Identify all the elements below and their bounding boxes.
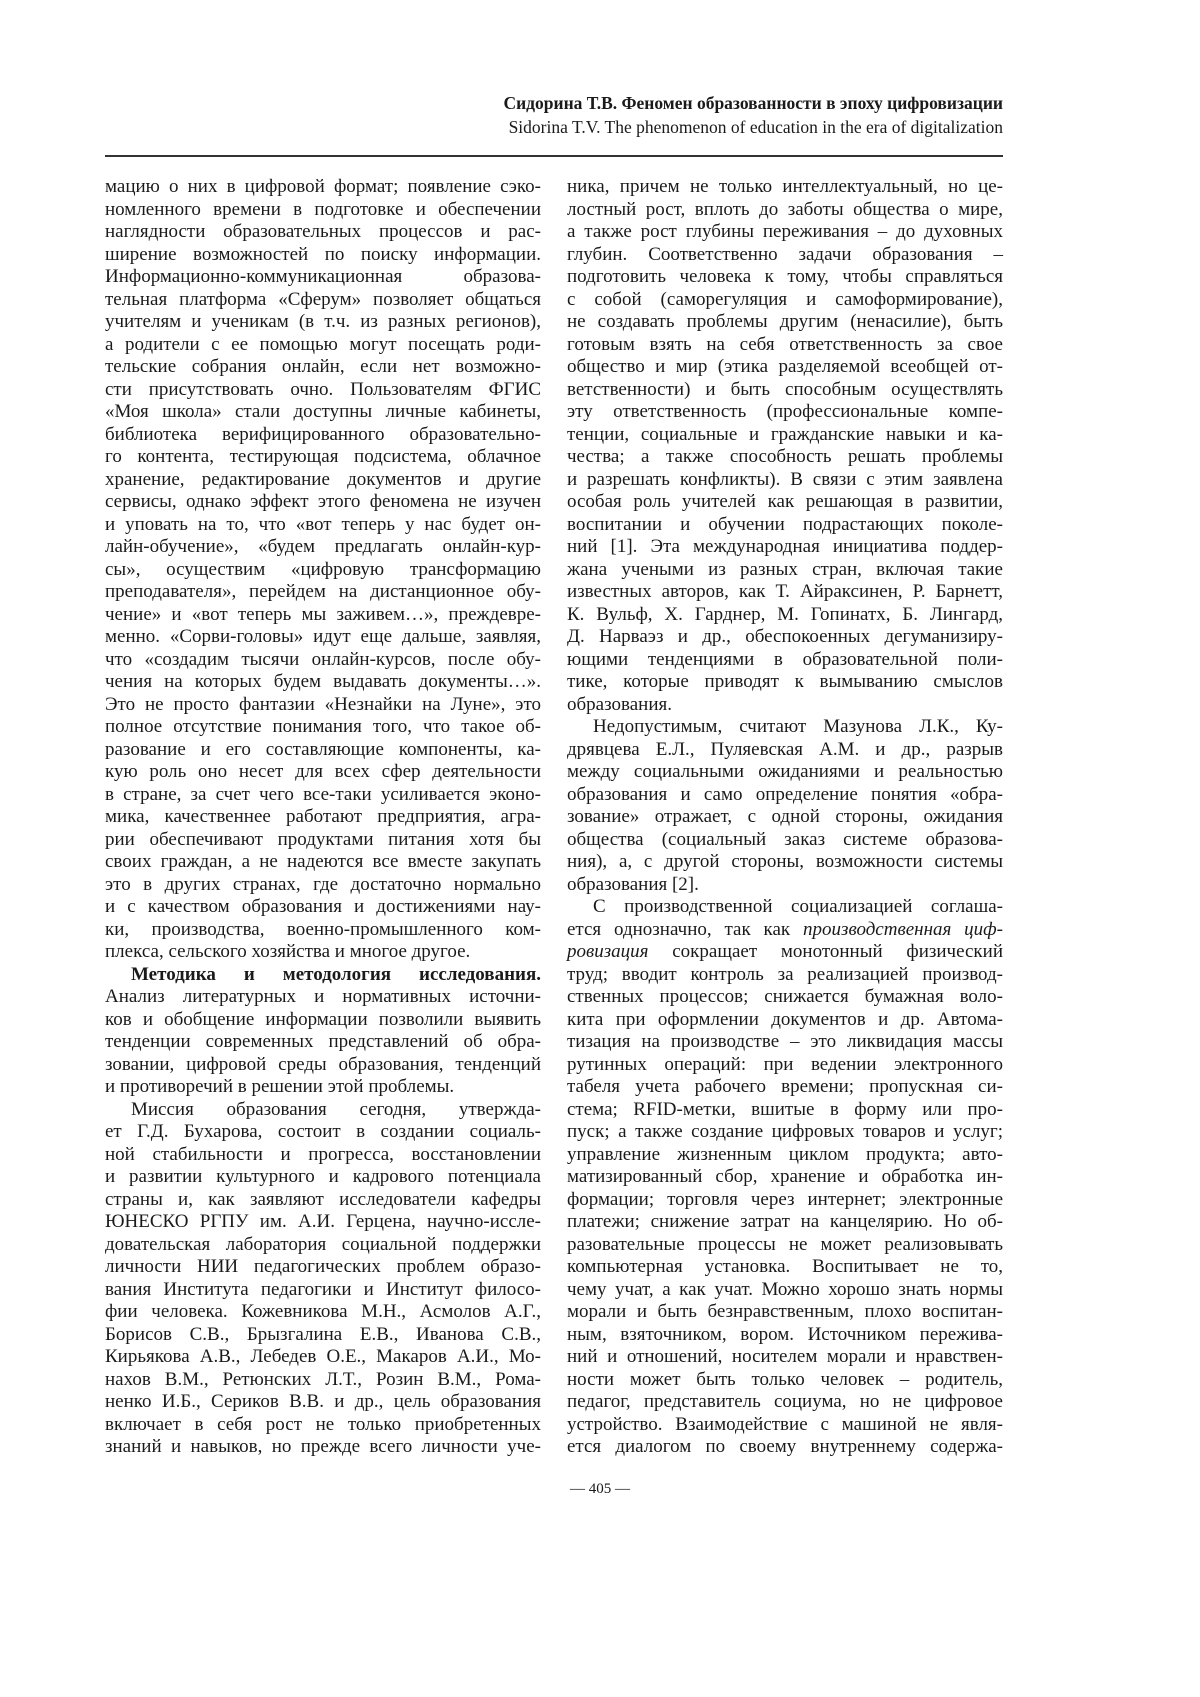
- paragraph: [567, 716, 1003, 896]
- text-segment: ется однозначно, так как: [567, 919, 803, 940]
- text-line: устройство. Взаимодействие с машиной не явля-: [567, 1414, 1003, 1437]
- italic-term: производственная циф-: [803, 919, 1003, 940]
- text-line: ненко И.Б., Сериков В.В. и др., цель образования: [105, 1391, 541, 1414]
- paragraph: [105, 1099, 541, 1459]
- text-line: ширение возможностей по поиску информации.: [105, 244, 541, 267]
- text-line: номленного времени в подготовке и обеспечении: [105, 199, 541, 222]
- text-line: ности может быть только человек – родитель,: [567, 1369, 1003, 1392]
- text-line: эту ответственность (профессиональные компе-: [567, 401, 1003, 424]
- text-line: полное отсутствие понимания того, что такое об-: [105, 716, 541, 739]
- text-line: мацию о них в цифровой формат; появление сэко-: [105, 176, 541, 199]
- text-line: ной стабильности и прогресса, восстановлении: [105, 1144, 541, 1167]
- text-line: и с качеством образования и достижениями нау-: [105, 896, 541, 919]
- text-line: морали и быть безнравственным, плохо воспитан-: [567, 1301, 1003, 1324]
- text-line: хранение, редактирование документов и другие: [105, 469, 541, 492]
- text-line: платежи; снижение затрат на канцелярию. Но об-: [567, 1211, 1003, 1234]
- text-line: чение» и «вот теперь мы заживем…», преждевре-: [105, 604, 541, 627]
- paragraph: [567, 176, 1003, 716]
- paragraph: [567, 896, 1003, 1459]
- text-line: ки, производства, военно-промышленного ком-: [105, 919, 541, 942]
- text-line: го контента, тестирующая подсистема, облачное: [105, 446, 541, 469]
- text-line: своих граждан, а не надеются все вместе закупать: [105, 851, 541, 874]
- text-line: а также рост глубины переживания – до духовных: [567, 221, 1003, 244]
- text-line: сервисы, однако эффект этого феномена не изучен: [105, 491, 541, 514]
- page-number: — 405 —: [0, 1481, 1200, 1498]
- text-line: и противоречий в решении этой проблемы.: [105, 1076, 541, 1099]
- text-line: педагог, представитель социума, но не цифровое: [567, 1391, 1003, 1414]
- text-line: с собой (саморегуляция и самоформирование),: [567, 289, 1003, 312]
- text-line: ний и отношений, носителем морали и нравствен-: [567, 1346, 1003, 1369]
- text-line: Борисов С.В., Брызгалина Е.В., Иванова С.В.,: [105, 1324, 541, 1347]
- text-line: нахов В.М., Ретюнских Л.Т., Розин В.М., Рома-: [105, 1369, 541, 1392]
- paragraph: [105, 176, 541, 964]
- text-line: лостный рост, вплоть до заботы общества о мире,: [567, 199, 1003, 222]
- text-line: это в других странах, где достаточно нормально: [105, 874, 541, 897]
- text-line: формации; торговля через интернет; электронные: [567, 1189, 1003, 1212]
- text-line: ющими тенденциями в образовательной поли-: [567, 649, 1003, 672]
- text-line: довательская лаборатория социальной поддержки: [105, 1234, 541, 1257]
- text-line: что «создадим тысячи онлайн-курсов, после обу-: [105, 649, 541, 672]
- text-line: и разрешать конфликты). В связи с этим заявлена: [567, 469, 1003, 492]
- text-line: ет Г.Д. Бухарова, состоит в создании социаль-: [105, 1121, 541, 1144]
- text-line: подготовить человека к тому, чтобы справляться: [567, 266, 1003, 289]
- text-column-left: [105, 176, 541, 1459]
- text-line: ний [1]. Эта международная инициатива поддер-: [567, 536, 1003, 559]
- text-line: компьютерная установка. Воспитывает не то,: [567, 1256, 1003, 1279]
- text-line: ется диалогом по своему внутреннему содержа-: [567, 1436, 1003, 1459]
- text-line: не создавать проблемы другим (ненасилие), быть: [567, 311, 1003, 334]
- text-line: матизированный сбор, хранение и обработка ин-: [567, 1166, 1003, 1189]
- text-line: личности НИИ педагогических проблем образо-: [105, 1256, 541, 1279]
- text-line: тизация на производстве – это ликвидация массы: [567, 1031, 1003, 1054]
- text-line: чения на которых будем выдавать документы…».: [105, 671, 541, 694]
- text-line: дрявцева Е.Л., Пуляевская А.М. и др., разрыв: [567, 739, 1003, 762]
- text-line: вания Института педагогики и Институт филосо-: [105, 1279, 541, 1302]
- running-header-title-ru: Сидорина Т.В. Феномен образованности в эпоху цифровизации: [503, 93, 1003, 114]
- text-line: включает в себя рост не только приобретенных: [105, 1414, 541, 1437]
- text-line: ков и обобщение информации позволили выявить: [105, 1009, 541, 1032]
- text-line: сы», осуществим «цифровую трансформацию: [105, 559, 541, 582]
- text-line: библиотека верифицированного образовательно-: [105, 424, 541, 447]
- text-column-right: [567, 176, 1003, 1459]
- text-line: общества (социальный заказ системе образова-: [567, 829, 1003, 852]
- text-line: фии человека. Кожевникова М.Н., Асмолов А.Г.,: [105, 1301, 541, 1324]
- text-line: управление жизненным циклом продукта; авто-: [567, 1144, 1003, 1167]
- text-line: образования и само определение понятия «обра-: [567, 784, 1003, 807]
- text-line: Недопустимым, считают Мазунова Л.К., Ку-: [567, 716, 1003, 739]
- text-line: рутинных операций: при ведении электронного: [567, 1054, 1003, 1077]
- text-line: стема; RFID-метки, вшитые в форму или про-: [567, 1099, 1003, 1122]
- bold-heading: Методика и методология исследования.: [131, 964, 541, 985]
- italic-term: ровизация: [567, 941, 649, 962]
- text-line: и развитии культурного и кадрового потенциала: [105, 1166, 541, 1189]
- text-line: тике, которые приводят к вымыванию смыслов: [567, 671, 1003, 694]
- text-line: Кирьякова А.В., Лебедев О.Е., Макаров А.И., Мо-: [105, 1346, 541, 1369]
- text-line: между социальными ожиданиями и реальностью: [567, 761, 1003, 784]
- text-line: тенции, социальные и гражданские навыки и ка-: [567, 424, 1003, 447]
- text-line: мика, качественнее работают предприятия, агра-: [105, 806, 541, 829]
- text-line: образования [2].: [567, 874, 1003, 897]
- text-line: труд; вводит контроль за реализацией производ-: [567, 964, 1003, 987]
- text-line: Анализ литературных и нормативных источни-: [105, 986, 541, 1009]
- text-line: разование и его составляющие компоненты, ка-: [105, 739, 541, 762]
- text-line: жана учеными из разных стран, включая такие: [567, 559, 1003, 582]
- text-line: Это не просто фантазии «Незнайки на Луне», это: [105, 694, 541, 717]
- text-line: плекса, сельского хозяйства и многое другое.: [105, 941, 541, 964]
- text-line: тельная платформа «Сферум» позволяет общаться: [105, 289, 541, 312]
- text-line: рии обеспечивают продуктами питания хотя бы: [105, 829, 541, 852]
- text-line: К. Вульф, Х. Гарднер, М. Гопинатх, Б. Лингард,: [567, 604, 1003, 627]
- text-line: чества; а также способность решать проблемы: [567, 446, 1003, 469]
- text-line: знаний и навыков, но прежде всего личности уче-: [105, 1436, 541, 1459]
- text-line: тенденции современных представлений об обра-: [105, 1031, 541, 1054]
- text-line: «Моя школа» стали доступны личные кабинеты,: [105, 401, 541, 424]
- text-line: зовании, цифровой среды образования, тенденций: [105, 1054, 541, 1077]
- text-line: чему учат, а как учат. Можно хорошо знать нормы: [567, 1279, 1003, 1302]
- text-line: ния), а, с другой стороны, возможности системы: [567, 851, 1003, 874]
- text-line: глубин. Соответственно задачи образования –: [567, 244, 1003, 267]
- text-line: менно. «Сорви-головы» идут еще дальше, заявляя,: [105, 626, 541, 649]
- text-line: [567, 941, 1003, 964]
- text-line: а родители с ее помощью могут посещать роди-: [105, 334, 541, 357]
- text-line: общество и мир (этика разделяемой всеобщей от-: [567, 356, 1003, 379]
- text-line: в стране, за счет чего все-таки усиливается эконо-: [105, 784, 541, 807]
- text-segment: сокращает монотонный физический: [649, 941, 1004, 962]
- text-line: ЮНЕСКО РГПУ им. А.И. Герцена, научно-иссле-: [105, 1211, 541, 1234]
- running-header-title-en: Sidorina T.V. The phenomenon of education in the era of digitalization: [509, 117, 1003, 138]
- text-line: Информационно-коммуникационная образова-: [105, 266, 541, 289]
- text-line: табеля учета рабочего времени; пропускная си-: [567, 1076, 1003, 1099]
- header-divider: [105, 155, 1003, 157]
- text-line: лайн-обучение», «будем предлагать онлайн-кур-: [105, 536, 541, 559]
- text-line: преподавателя», перейдем на дистанционное обу-: [105, 581, 541, 604]
- text-line: Д. Нарваэз и др., обеспокоенных дегуманизиру-: [567, 626, 1003, 649]
- text-line: наглядности образовательных процессов и рас-: [105, 221, 541, 244]
- text-line: воспитании и обучении подрастающих поколе-: [567, 514, 1003, 537]
- text-line: Миссия образования сегодня, утвержда-: [105, 1099, 541, 1122]
- paragraph: [105, 964, 541, 1099]
- text-line: ветственности) и быть способным осуществлять: [567, 379, 1003, 402]
- text-line: учителям и ученикам (в т.ч. из разных регионов),: [105, 311, 541, 334]
- text-line: кита при оформлении документов и др. Автома-: [567, 1009, 1003, 1032]
- text-line: [567, 919, 1003, 942]
- text-line: и уповать на то, что «вот теперь у нас будет он-: [105, 514, 541, 537]
- text-line: ным, взяточником, вором. Источником пережива-: [567, 1324, 1003, 1347]
- text-line: особая роль учителей как решающая в развитии,: [567, 491, 1003, 514]
- text-line: зование» отражает, с одной стороны, ожидания: [567, 806, 1003, 829]
- text-line: разовательные процессы не может реализовывать: [567, 1234, 1003, 1257]
- text-line: пуск; а также создание цифровых товаров и услуг;: [567, 1121, 1003, 1144]
- text-line: кую роль оно несет для всех сфер деятельности: [105, 761, 541, 784]
- text-line: ника, причем не только интеллектуальный, но це-: [567, 176, 1003, 199]
- text-line: ственных процессов; снижается бумажная воло-: [567, 986, 1003, 1009]
- text-line: [105, 964, 541, 987]
- text-line: сти присутствовать очно. Пользователям ФГИС: [105, 379, 541, 402]
- text-line: известных авторов, как Т. Айраксинен, Р. Барнетт,: [567, 581, 1003, 604]
- text-line: образования.: [567, 694, 1003, 717]
- text-line: С производственной социализацией соглаша-: [567, 896, 1003, 919]
- text-line: страны и, как заявляют исследователи кафедры: [105, 1189, 541, 1212]
- text-line: готовым взять на себя ответственность за свое: [567, 334, 1003, 357]
- text-line: тельские собрания онлайн, если нет возможно-: [105, 356, 541, 379]
